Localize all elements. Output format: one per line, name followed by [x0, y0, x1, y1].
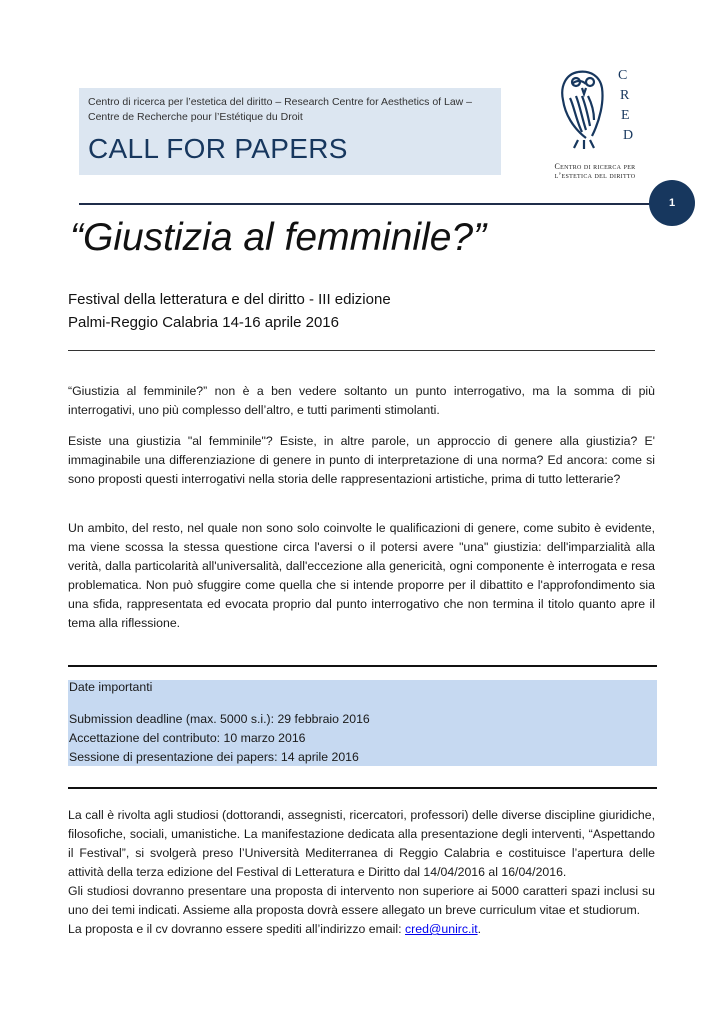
event-info [68, 288, 391, 334]
logo-caption [540, 162, 650, 180]
logo-caption-line2: l’estetica del diritto [554, 171, 636, 180]
logo-letter-e: E [621, 108, 630, 123]
title-divider [68, 350, 655, 351]
header-box [79, 88, 501, 175]
event-line-2: Palmi-Reggio Calabria 14-16 aprile 2016 [68, 314, 339, 331]
header-divider [79, 203, 673, 205]
email-link[interactable]: cred@unirc.it [404, 922, 478, 936]
logo-letter-r: R [620, 88, 630, 103]
logo-caption-line1: Centro di ricerca per [554, 162, 636, 171]
body-paragraph-1: “Giustizia al femminile?” non è a ben vedere soltanto un punto interrogativo, ma la somma di più interrogativi, uno più complesso dell’altro, e tutti parimenti stimolanti. [68, 384, 655, 417]
dates-heading: Date importanti [69, 680, 153, 694]
owl-icon [538, 62, 652, 162]
dates-list [69, 710, 370, 767]
body-paragraph-2: Esiste una giustizia "al femminile"? Esiste, in altre parole, un approccio di genere alla giustizia? E' immaginabile una differenziazione di genere in punto di interpretazione di una norma? Ed ancora: come si sono proposti questi interrogativi nella storia delle rappresentazioni artistiche, prima di tutto letterarie? [68, 434, 655, 486]
email-instruction: La proposta e il cv dovranno essere spediti all’indirizzo email: [68, 922, 405, 936]
logo-letter-c: C [618, 68, 628, 83]
body-paragraph-3: Un ambito, del resto, nel quale non sono solo coinvolte le qualificazioni di genere, come subito è evidente, ma viene scossa la stessa questione circa l'aversi o il potersi avere "una" giustizia: dell'imparzialità alla verità, dalla particolarità all'universalità, dall'eccezione alla genericità, ogni componente è interrogata e resa problematica. Non può sfuggire come quella che si intende proporre per il dibattito e l'approfondimento sia una sfida, rappresentata ed evocata proprio dal punto interrogativo che non termina il titolo quanto apre il tema alla riflessione. [68, 521, 655, 630]
page-number-badge: 1 [649, 180, 695, 226]
call-for-papers-title: CALL FOR PAPERS [88, 133, 348, 164]
dates-bottom-rule [68, 787, 657, 789]
email-period: . [477, 922, 482, 936]
date-item: Submission deadline (max. 5000 s.i.): 29 febbraio 2016 [69, 712, 370, 726]
logo-letter-d: D [623, 128, 634, 143]
date-item: Sessione di presentazione dei papers: 14 aprile 2016 [69, 750, 359, 764]
event-line-1: Festival della letteratura e del diritto - III edizione [68, 291, 391, 308]
main-title: “Giustizia al femminile?” [70, 216, 487, 259]
header-subtitle: Centro di ricerca per l’estetica del diritto – Research Centre for Aesthetics of Law – Centre de Recherche pour l’Estétique du Droit [88, 96, 473, 123]
dates-top-rule [68, 665, 657, 667]
important-dates-box [68, 680, 657, 766]
closing-paragraph-1: La call è rivolta agli studiosi (dottorandi, assegnisti, ricercatori, professori) delle diverse discipline giuridiche, filosofiche, sociali, umanistiche. La manifestazione dedicata alla presentazione degli interventi, “Aspettando il Festival”, si svolgerà preso l’Università Mediterranea di Reggio Calabria e costituisce l’apertura delle attività della terza edizione del Festival di Letteratura e Diritto dal 14/04/2016 al 16/04/2016. [68, 808, 655, 879]
date-item: Accettazione del contributo: 10 marzo 2016 [69, 731, 306, 745]
closing-paragraph-2: Gli studiosi dovranno presentare una proposta di intervento non superiore ai 5000 caratteri spazi inclusi su uno dei temi indicati. Assieme alla proposta dovrà essere allegato un breve curriculum vitae et studiorum. [68, 884, 655, 917]
closing-paragraph-3 [68, 920, 655, 939]
